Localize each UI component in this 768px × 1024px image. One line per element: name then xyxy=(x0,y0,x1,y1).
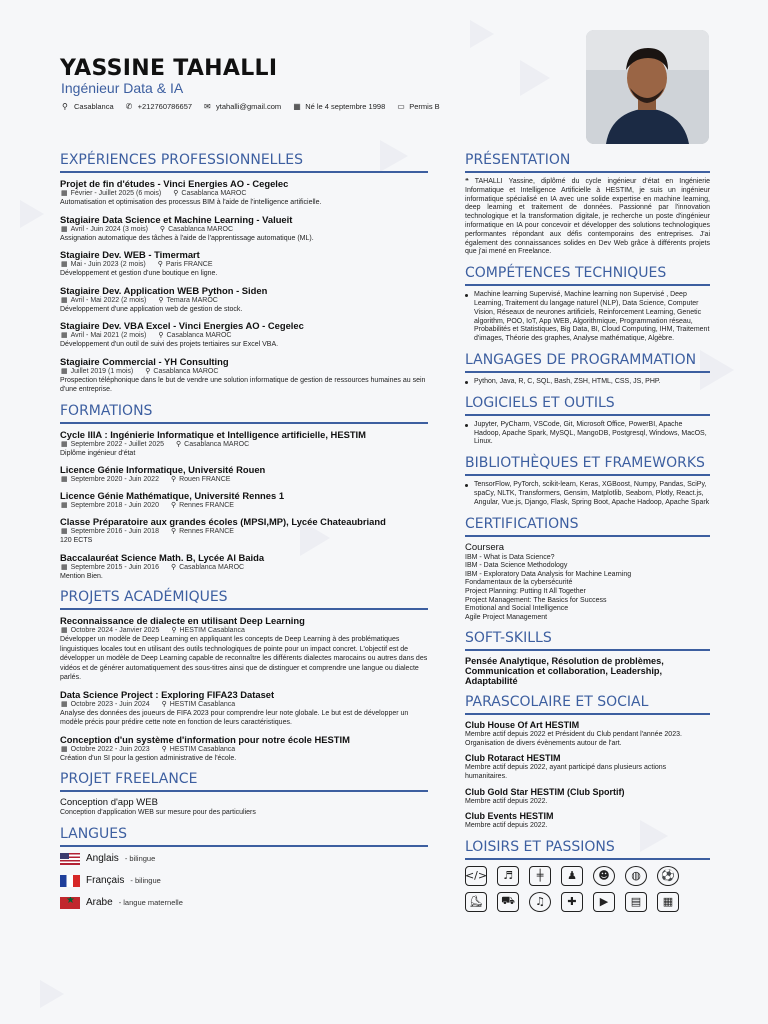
calendar-icon: ▦ xyxy=(61,190,68,197)
calendar-icon: ▦ xyxy=(61,627,68,634)
entry-place-text: Temara MAROC xyxy=(166,296,218,304)
calendar-icon: ▦ xyxy=(61,502,68,509)
experience-entry-meta xyxy=(61,225,428,234)
us-flag-icon xyxy=(60,853,80,865)
libraries-title: BIBLIOTHÈQUES ET FRAMEWORKS xyxy=(465,455,710,476)
formation-entry-meta xyxy=(61,527,428,536)
freelance-title: PROJET FREELANCE xyxy=(60,771,428,792)
soft-skills-title: SOFT-SKILLS xyxy=(465,630,710,651)
location-icon: ⚲ xyxy=(170,528,177,535)
entry-date xyxy=(61,563,159,572)
contact-location: ⚲ Casablanca xyxy=(62,101,114,111)
language-level: - langue maternelle xyxy=(118,898,183,907)
certification-item: IBM - What is Data Science? xyxy=(465,553,555,561)
formation-entry-title: Classe Préparatoire aux grandes écoles (MPSI,MP), Lycée Chateaubriand xyxy=(60,516,386,527)
location-icon: ⚲ xyxy=(158,296,164,304)
entry-place-text: Casablanca MAROC xyxy=(168,225,234,233)
location-icon: ⚲ xyxy=(159,225,166,233)
entry-place xyxy=(176,440,249,449)
club-desc: Membre actif depuis 2022. xyxy=(465,797,548,805)
language-item xyxy=(60,853,428,865)
libraries-bullet: TensorFlow, PyTorch, scikit-learn, Keras, XGBoost, Numpy, Pandas, SciPy, spaCy, NLTK, Transformers, Gensim, Matplotlib, Seaborn, Plotly, React.js, Angular, Vue.js, Django, Flask, Spring Boot, Apache Hadoop, Apache Spark xyxy=(465,481,710,507)
entry-date-text: Avril - Mai 2022 (2 mois) xyxy=(70,296,147,304)
project-entry-desc: Création d'un SI pour la gestion administrative de l'école. xyxy=(60,754,237,762)
formation-entry-meta xyxy=(61,440,428,449)
bg-triangle xyxy=(470,20,494,48)
project-entry-meta xyxy=(61,626,428,635)
location-icon: ⚲ xyxy=(170,563,177,571)
experience-entry-desc: Automatisation et optimisation des processus BIM à l'aide de l'intelligence artificielle. xyxy=(60,199,322,206)
projects-list xyxy=(60,615,428,763)
entry-place xyxy=(171,501,234,510)
languages-title: LANGUES xyxy=(60,826,428,847)
social-list xyxy=(465,720,710,831)
language-name: Français xyxy=(86,875,125,886)
location-icon: ⚲ xyxy=(170,502,177,509)
club-title: Club Events HESTIM xyxy=(465,811,554,822)
candidate-name: YASSINE TAHALLI xyxy=(60,56,278,81)
project-entry-title: Data Science Project : Exploring FIFA23 Dataset xyxy=(60,688,275,700)
experience-entry-title: Projet de fin d'études - Vinci Energies AO - Cegelec xyxy=(60,178,289,189)
experience-entry-title: Stagiaire Dev. VBA Excel - Vinci Energies AO - Cegelec xyxy=(60,320,304,331)
entry-place-text: Casablanca MAROC xyxy=(184,440,250,448)
calendar-icon: ▦ xyxy=(61,700,68,708)
club-entry xyxy=(465,787,710,807)
project-entry-desc: Analyse des données des joueurs de FIFA 2023 pour comprendre leur note globale. Le but est de développer un modèle précis pour prédire cette note en fonction de leurs caractéristiques. xyxy=(60,709,409,726)
experience-entry xyxy=(60,178,428,208)
experience-entry xyxy=(60,320,428,350)
entry-place xyxy=(173,189,246,198)
formation-entry-title: Cycle IIIA : Ingénierie Informatique et Intelligence artificielle, HESTIM xyxy=(60,428,366,440)
location-icon: ⚲ xyxy=(171,627,177,634)
dumbbell-icon: ╪ xyxy=(529,866,551,886)
bg-triangle xyxy=(40,980,64,1008)
entry-date-text: Septembre 2015 - Juin 2016 xyxy=(70,563,159,571)
experience-entry-desc: Prospection téléphonique dans le but de vendre une solution informatique de gestion de ressources humaines au sein d'une entreprise. xyxy=(60,376,426,393)
formation-entry xyxy=(60,552,428,582)
entry-date xyxy=(61,745,150,754)
entry-place xyxy=(158,296,217,305)
entry-place-text: Paris FRANCE xyxy=(165,261,213,268)
certification-item: Project Planning: Putting It All Together xyxy=(465,587,586,595)
formation-entry-title: Licence Génie Mathématique, Université Rennes 1 xyxy=(60,490,285,501)
entry-place xyxy=(158,260,213,269)
entry-place xyxy=(171,626,245,635)
language-item xyxy=(60,875,428,887)
certifications-list xyxy=(465,554,710,623)
presentation-text: ❝ TAHALLI Yassine, diplômé du cycle ingénieur d'état en Ingénierie Informatique et Intelligence Artificielle à HESTIM, je suis un ingénieur informatique spécialisé en IA avec une solide expertise en machine learning, deep learning et traitement de données. Passionné par l'innovation technologique et la transformation digitale, je recherche un poste d'ingénieur informatique en IA pour concevoir et développer des solutions technologiques performantes répondant aux défis contemporains des entreprises. J'ai également des connaissances solides en Dev Web grâce à différents projets que j'ai mené en Freelance. xyxy=(465,178,710,256)
experience-entry xyxy=(60,285,428,315)
chess-icon: ♟ xyxy=(561,866,583,886)
language-name: Arabe xyxy=(86,897,113,908)
location-icon: ⚲ xyxy=(145,367,151,375)
calendar-icon: ▦ xyxy=(61,563,68,571)
experience-entry-title: Stagiaire Commercial - YH Consulting xyxy=(60,355,229,367)
language-level: - bilingue xyxy=(124,854,156,863)
location-icon: ⚲ xyxy=(161,745,167,753)
entry-date xyxy=(61,527,159,536)
experience-entry-desc: Assignation automatique des tâches à l'aide de l'apprentissage automatique (ML). xyxy=(60,234,314,242)
entry-date-text: Octobre 2023 - Juin 2024 xyxy=(70,700,150,708)
club-title: Club House Of Art HESTIM xyxy=(465,720,580,731)
bullet-dot-icon xyxy=(465,484,468,487)
entry-place-text: HESTIM Casablanca xyxy=(169,745,236,753)
contact-phone[interactable]: ✆ +212760786657 xyxy=(125,101,193,111)
experience-entry-title: Stagiaire Data Science et Machine Learning - Valueit xyxy=(60,213,293,225)
experience-entry-desc: Développement d'une application web de gestion de stock. xyxy=(60,305,243,313)
coding-icon: </> xyxy=(465,866,487,886)
location-icon: ⚲ xyxy=(170,476,177,483)
entry-date-text: Mai - Juin 2023 (2 mois) xyxy=(70,261,146,268)
certification-item: Project Management: The Basics for Success xyxy=(465,596,607,604)
project-entry-title: Conception d'un système d'information pour notre école HESTIM xyxy=(60,733,350,745)
entry-date xyxy=(61,260,146,269)
entry-date xyxy=(61,225,148,234)
formation-entry xyxy=(60,516,428,546)
prog-languages-bullet: Python, Java, R, C, SQL, Bash, ZSH, HTML, CSS, JS, PHP. xyxy=(465,378,710,387)
freelance-entry-title: Conception d'app WEB xyxy=(60,797,158,808)
entry-date xyxy=(61,440,164,449)
language-level: - bilingue xyxy=(130,876,161,885)
language-item xyxy=(60,897,428,909)
location-icon: ⚲ xyxy=(173,190,179,197)
entry-date xyxy=(61,189,161,198)
prog-languages-title: LANGAGES DE PROGRAMMATION xyxy=(465,352,710,373)
calendar-icon: ▦ xyxy=(61,745,68,753)
entry-date xyxy=(61,367,133,376)
entry-date xyxy=(61,626,159,635)
formation-entry-title: Licence Génie Informatique, Université Rouen xyxy=(60,464,266,475)
entry-date xyxy=(61,331,146,340)
experience-entry xyxy=(60,356,428,395)
hobbies-title: LOISIRS ET PASSIONS xyxy=(465,839,710,860)
certification-item: IBM - Data Science Methodology xyxy=(465,562,568,570)
language-name: Anglais xyxy=(86,853,119,864)
project-entry-meta xyxy=(61,745,428,754)
entry-date-text: Juillet 2019 (1 mois) xyxy=(70,367,134,375)
club-entry xyxy=(465,811,710,831)
contact-bar xyxy=(62,102,440,111)
experiences-list xyxy=(60,178,428,395)
location-icon: ⚲ xyxy=(176,440,182,448)
profile-photo-illustration xyxy=(586,30,709,144)
right-column xyxy=(465,152,710,912)
reading-icon: ▤ xyxy=(625,892,647,912)
bullet-dot-icon xyxy=(465,424,468,427)
experience-entry-meta xyxy=(61,367,428,376)
club-desc: Membre actif depuis 2022. xyxy=(465,822,548,830)
entry-place-text: Rennes FRANCE xyxy=(179,528,234,535)
presentation-title: PRÉSENTATION xyxy=(465,152,710,173)
project-entry xyxy=(60,615,428,683)
entry-date-text: Avril - Mai 2021 (2 mois) xyxy=(70,332,147,339)
certification-item: Fondamentaux de la cybersécurité xyxy=(465,579,573,587)
soft-skills-text: Pensée Analytique, Résolution de problèmes, Communication et collaboration, Leadership, Adaptabilité xyxy=(465,656,664,687)
entry-date xyxy=(61,700,150,709)
experience-entry-desc: Développement et gestion d'une boutique en ligne. xyxy=(60,270,218,277)
candidate-role: Ingénieur Data & IA xyxy=(61,80,184,96)
certification-provider: Coursera xyxy=(465,541,505,553)
entry-date-text: Octobre 2022 - Juin 2023 xyxy=(70,745,150,753)
contact-birthdate: ▦ Né le 4 septembre 1998 xyxy=(293,101,386,111)
certification-item: Agile Project Management xyxy=(465,613,548,621)
formation-entry xyxy=(60,429,428,459)
formations-list xyxy=(60,429,428,582)
skills-title: COMPÉTENCES TECHNIQUES xyxy=(465,265,710,286)
formation-entry-desc: 120 ECTS xyxy=(60,537,93,544)
formation-entry-title: Baccalauréat Science Math. B, Lycée Al Baida xyxy=(60,551,265,563)
formation-entry-desc: Diplôme ingénieur d'état xyxy=(60,449,136,457)
location-icon: ⚲ xyxy=(161,700,167,708)
calendar-icon: ▦ xyxy=(61,296,68,304)
location-icon: ⚲ xyxy=(62,101,68,111)
entry-place xyxy=(145,367,218,376)
club-entry xyxy=(465,753,710,781)
formation-entry xyxy=(60,464,428,484)
bg-triangle xyxy=(520,60,550,96)
club-desc: Membre actif depuis 2022, ayant participé dans plusieurs actions humanitaires. xyxy=(465,764,667,781)
entry-date-text: Septembre 2016 - Juin 2018 xyxy=(70,528,159,535)
globe-icon: ◍ xyxy=(625,866,647,886)
formation-entry-meta xyxy=(61,501,428,510)
video-icon: ▶ xyxy=(593,892,615,912)
formation-entry-meta xyxy=(61,475,428,484)
bg-triangle xyxy=(20,200,44,228)
entry-place-text: Rennes FRANCE xyxy=(179,502,234,509)
skates-icon: ⛸ xyxy=(465,892,487,912)
calculator-icon: ▦ xyxy=(657,892,679,912)
formation-entry-desc: Mention Bien. xyxy=(60,572,103,580)
club-title: Club Gold Star HESTIM (Club Sportif) xyxy=(465,786,625,797)
entry-place-text: Casablanca MAROC xyxy=(166,332,232,339)
experience-entry-title: Stagiaire Dev. Application WEB Python - Siden xyxy=(60,284,268,296)
club-desc: Membre actif depuis 2022 et Président du Club pendant l'année 2023. Organisation de divers évènements autour de l'art. xyxy=(465,731,682,747)
entry-date xyxy=(61,475,159,484)
entry-place-text: Casablanca MAROC xyxy=(179,563,245,571)
project-entry-desc: Développer un modèle de Deep Learning en appliquant les concepts de Deep Learning à des problématiques linguistiques locales tout en utilisant des outils technologiques de pointe pour un impact concret. L'objectif est de développer un modèle de Deep Learning capable de reconnaître les différents dialectes marocains ou autres dans des vidéos et de générer automatiquement des sous-titres ainsi que de distinguer et comprendre une langue ou dialecte parlés. xyxy=(60,636,428,681)
entry-place xyxy=(171,475,231,484)
project-entry xyxy=(60,734,428,764)
car-icon: ⛟ xyxy=(497,892,519,912)
entry-place xyxy=(171,563,244,572)
certification-item: Emotional and Social Intelligence xyxy=(465,605,569,613)
license-icon: ▭ xyxy=(397,101,405,111)
entry-date-text: Septembre 2018 - Juin 2020 xyxy=(70,502,159,509)
headphones-icon: ♫ xyxy=(529,892,551,912)
location-icon: ⚲ xyxy=(157,261,163,268)
project-entry-meta xyxy=(61,700,428,709)
entry-place-text: HESTIM Casablanca xyxy=(169,700,236,708)
experience-entry-title: Stagiaire Dev. WEB - Timermart xyxy=(60,249,200,260)
bullet-dot-icon xyxy=(465,294,468,297)
calendar-icon: ▦ xyxy=(61,225,68,233)
team-icon: ☻ xyxy=(593,866,615,886)
experience-entry-meta xyxy=(61,260,428,269)
project-entry xyxy=(60,689,428,728)
calendar-icon: ▦ xyxy=(61,367,68,375)
entry-place xyxy=(158,331,231,340)
calendar-icon: ▦ xyxy=(61,332,68,339)
entry-place-text: Rouen FRANCE xyxy=(179,476,231,483)
experience-entry-desc: Développement d'un outil de suivi des projets tertiaires sur Excel VBA. xyxy=(60,341,279,348)
ma-flag-icon xyxy=(60,897,80,909)
fr-flag-icon xyxy=(60,875,80,887)
entry-date xyxy=(61,296,146,305)
contact-license: ▭ Permis B xyxy=(397,101,440,111)
freelance-entry xyxy=(60,797,428,818)
entry-date-text: Septembre 2022 - Juillet 2025 xyxy=(70,440,165,448)
experience-entry-meta xyxy=(61,331,428,340)
contact-email[interactable]: ✉ ytahalli@gmail.com xyxy=(204,101,282,111)
calendar-icon: ▦ xyxy=(61,261,68,268)
entry-date-text: Octobre 2024 - Janvier 2025 xyxy=(70,627,160,634)
experiences-title: EXPÉRIENCES PROFESSIONNELLES xyxy=(60,152,428,173)
software-title: LOGICIELS ET OUTILS xyxy=(465,395,710,416)
calendar-icon: ▦ xyxy=(61,528,68,535)
freelance-entry-desc: Conception d'application WEB sur mesure pour des particuliers xyxy=(60,809,256,816)
formation-entry xyxy=(60,490,428,510)
projects-title: PROJETS ACADÉMIQUES xyxy=(60,589,428,610)
experience-entry xyxy=(60,249,428,279)
entry-place xyxy=(162,745,236,754)
entry-place-text: Casablanca MAROC xyxy=(153,367,219,375)
piano-icon: ♬ xyxy=(497,866,519,886)
skills-bullet: Machine learning Supervisé, Machine learning non Supervisé , Deep Learning, Traitement du langage naturel (NLP), Data Science, Computer Vision, Réseaux de neurones artificiels, Reinforcement Learning, Genetic algorithm, POO, IoT, App WEB, Algorithmique, Programmation réseau, Probabilités et Statistiques, Big Data, BI, Cloud Computing, IHM, Traitement d'images, Théorie des graphes, Analyse mathématique, Algèbre. xyxy=(465,291,710,344)
entry-place-text: HESTIM Casablanca xyxy=(179,627,245,634)
email-icon: ✉ xyxy=(204,101,211,111)
entry-date-text: Avril - Juin 2024 (3 mois) xyxy=(70,225,148,233)
entry-date-text: Février - Juillet 2025 (6 mois) xyxy=(70,190,162,197)
formation-entry-meta xyxy=(61,563,428,572)
bullet-dot-icon xyxy=(465,381,468,384)
software-bullet: Jupyter, PyCharm, VSCode, Git, Microsoft Office, PowerBI, Apache Hadoop, Apache Spark, MySQL, MangoDB, Postgresql, Windows, MacOS, Linux. xyxy=(465,421,710,447)
entry-place xyxy=(171,527,234,536)
project-entry-title: Reconnaissance de dialecte en utilisant Deep Learning xyxy=(60,615,305,626)
phone-icon: ✆ xyxy=(125,101,133,111)
experience-entry-meta xyxy=(61,189,428,198)
experience-entry xyxy=(60,214,428,244)
social-title: PARASCOLAIRE ET SOCIAL xyxy=(465,694,710,715)
certifications-title: CERTIFICATIONS xyxy=(465,516,710,537)
calendar-icon: ▦ xyxy=(293,101,301,111)
club-title: Club Rotaract HESTIM xyxy=(465,753,561,764)
experience-entry-meta xyxy=(61,296,428,305)
location-icon: ⚲ xyxy=(158,332,164,339)
certification-item: IBM - Exploratory Data Analysis for Machine Learning xyxy=(465,570,632,578)
formations-title: FORMATIONS xyxy=(60,403,428,424)
entry-place-text: Casablanca MAROC xyxy=(181,190,247,197)
gamepad-icon: ✚ xyxy=(561,892,583,912)
entry-place xyxy=(160,225,233,234)
calendar-icon: ▦ xyxy=(61,440,68,448)
calendar-icon: ▦ xyxy=(61,476,68,483)
entry-date xyxy=(61,501,159,510)
entry-date-text: Septembre 2020 - Juin 2022 xyxy=(70,476,159,483)
hobbies-grid xyxy=(465,866,710,912)
left-column xyxy=(60,152,428,919)
club-entry xyxy=(465,720,710,748)
football-icon: ⚽ xyxy=(657,866,679,886)
entry-place xyxy=(162,700,236,709)
languages-list xyxy=(60,853,428,909)
profile-photo xyxy=(586,30,709,144)
